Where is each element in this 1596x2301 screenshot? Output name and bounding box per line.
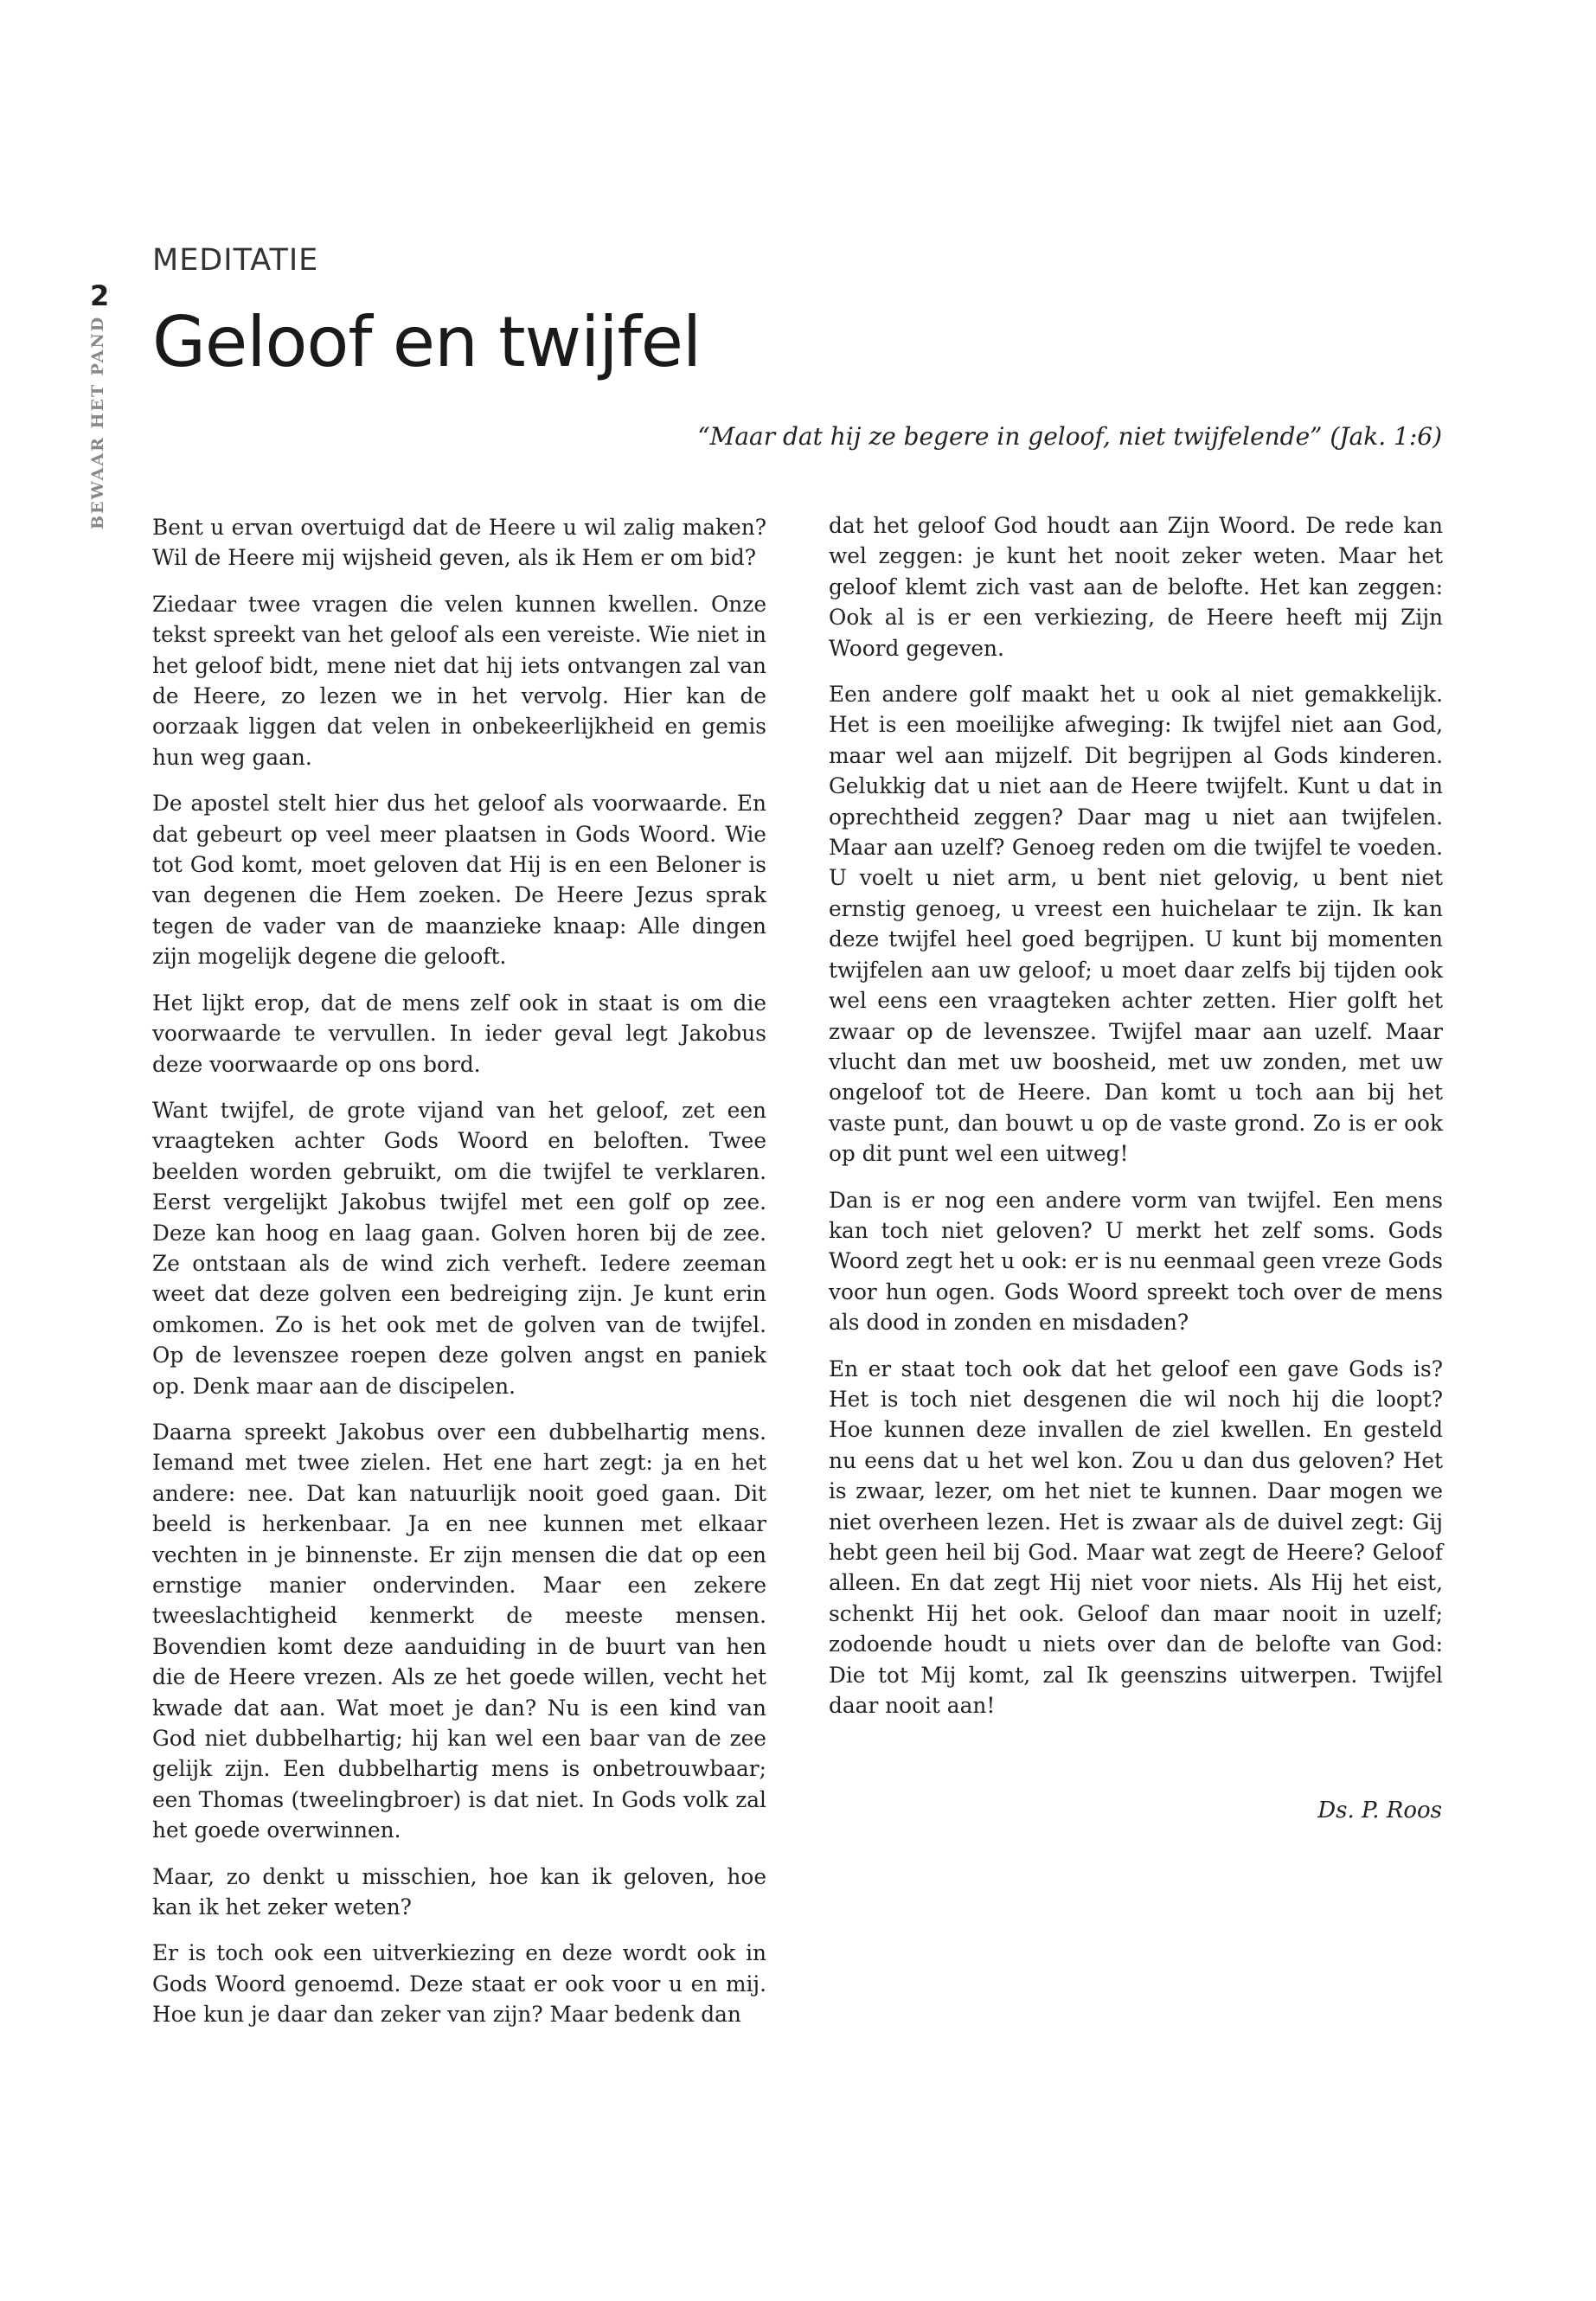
paragraph: Het lijkt erop, dat de mens zelf ook in staat is om die voorwaarde te vervullen. In ieder geval legt Jakobus deze voorwaarde op ons bord.: [152, 990, 766, 1077]
page-title: Geloof en twijfel: [152, 302, 702, 382]
scripture-quote: “Maar dat hij ze begere in geloof, niet twijfelende” (Jak. 1:6): [697, 422, 1442, 451]
paragraph: dat het geloof God houdt aan Zijn Woord. De rede kan wel zeggen: je kunt het nooit zeker weten. Maar het geloof klemt zich vast aan de belofte. Het kan zeggen: Ook al is er een verkiezing, de Heere heeft mij Zijn Woord gegeven.: [829, 513, 1443, 661]
paragraph: Maar, zo denkt u misschien, hoe kan ik geloven, hoe kan ik het zeker weten?: [152, 1863, 766, 1920]
paragraph: Bent u ervan overtuigd dat de Heere u wil zalig maken? Wil de Heere mij wijsheid geven, als ik Hem er om bid?: [152, 515, 766, 571]
publication-side-label: BEWAAR HET PAND: [88, 315, 107, 529]
paragraph: Dan is er nog een andere vorm van twijfel. Een mens kan toch niet geloven? U merkt het zelf soms. Gods Woord zegt het u ook: er is nu eenmaal geen vreze Gods voor hun ogen. Gods Woord spreekt toch over de mens als dood in zonden en misdaden?: [829, 1187, 1443, 1336]
paragraph: En er staat toch ook dat het geloof een gave Gods is? Het is toch niet desgenen die wil noch hij die loopt? Hoe kunnen deze invallen de ziel kwellen. En gesteld nu eens dat u het wel kon. Zou u dan dus geloven? Het is zwaar, lezer, om het niet te kunnen. Daar mogen we niet overheen lezen. Het is zwaar als de duivel zegt: Gij hebt geen heil bij God. Maar wat zegt de Heere? Geloof alleen. En dat zegt Hij niet voor niets. Als Hij het eist, schenkt Hij het ook. Geloof dan maar nooit in uzelf; zodoende houdt u niets over dan de belofte van God: Die tot Mij komt, zal Ik geenszins uitwerpen. Twijfel daar nooit aan!: [829, 1356, 1443, 1719]
author-signature: Ds. P. Roos: [1317, 1798, 1442, 1823]
paragraph: Er is toch ook een uitverkiezing en deze wordt ook in Gods Woord genoemd. Deze staat er ook voor u en mij. Hoe kun je daar dan zeker van zijn? Maar bedenk dan: [152, 1940, 766, 2028]
paragraph: Ziedaar twee vragen die velen kunnen kwellen. Onze tekst spreekt van het geloof als een vereiste. Wie niet in het geloof bidt, mene niet dat hij iets ontvangen zal van de Heere, zo lezen we in het vervolg. Hier kan de oorzaak liggen dat velen in onbekeerlijkheid en gemis hun weg gaan.: [152, 591, 766, 770]
page-number: 2: [90, 279, 110, 312]
paragraph: Een andere golf maakt het u ook al niet gemakkelijk. Het is een moeilijke afweging: Ik twijfel niet aan God, maar wel aan mijzelf. Dit begrijpen al Gods kinderen. Gelukkig dat u niet aan de Heere twijfelt. Kunt u dat in oprechtheid zeggen? Daar mag u niet aan twijfelen. Maar aan uzelf? Genoeg reden om die twijfel te voeden. U voelt u niet arm, u bent niet gelovig, u bent niet ernstig genoeg, u vreest een huichelaar te zijn. Ik kan deze twijfel heel goed begrijpen. U kunt bij momenten twijfelen aan uw geloof; u moet daar zelfs bij tijden ook wel eens een vraagteken achter zetten. Hier golft het zwaar op de levenszee. Twijfel maar aan uzelf. Maar vlucht dan met uw boosheid, met uw zonden, met uw ongeloof tot de Heere. Dan komt u toch aan bij het vaste punt, dan bouwt u op de vaste grond. Zo is er ook op dit punt wel een uitweg!: [829, 682, 1443, 1167]
article-column-right: [829, 510, 1443, 1736]
article-column-left: [152, 512, 766, 2046]
paragraph: De apostel stelt hier dus het geloof als voorwaarde. En dat gebeurt op veel meer plaatsen in Gods Woord. Wie tot God komt, moet geloven dat Hij is en een Beloner is van degenen die Hem zoeken. De Heere Jezus sprak tegen de vader van de maanzieke knaap: Alle dingen zijn mogelijk degene die gelooft.: [152, 791, 766, 970]
section-label: MEDITATIE: [152, 243, 319, 278]
paragraph: Want twijfel, de grote vijand van het geloof, zet een vraagteken achter Gods Woord en beloften. Twee beelden worden gebruikt, om die twijfel te verklaren. Eerst vergelijkt Jakobus twijfel met een golf op zee. Deze kan hoog en laag gaan. Golven horen bij de zee. Ze ontstaan als de wind zich verheft. Iedere zeeman weet dat deze golven een bedreiging zijn. Je kunt erin omkomen. Zo is het ook met de golven van de twijfel. Op de levenszee roepen deze golven angst en paniek op. Denk maar aan de discipelen.: [152, 1097, 766, 1399]
paragraph: Daarna spreekt Jakobus over een dubbelhartig mens. Iemand met twee zielen. Het ene hart zegt: ja en het andere: nee. Dat kan natuurlijk nooit goed gaan. Dit beeld is herkenbaar. Ja en nee kunnen met elkaar vechten in je binnenste. Er zijn mensen die dat op een ernstige manier ondervinden. Maar een zekere tweeslachtigheid kenmerkt de meeste mensen. Bovendien komt deze aanduiding in de buurt van hen die de Heere vrezen. Als ze het goede willen, vecht het kwade dat aan. Wat moet je dan? Nu is een kind van God niet dubbelhartig; hij kan wel een baar van de zee gelijk zijn. Een dubbelhartig mens is onbetrouwbaar; een Thomas (tweelingbroer) is dat niet. In Gods volk zal het goede overwinnen.: [152, 1419, 766, 1843]
